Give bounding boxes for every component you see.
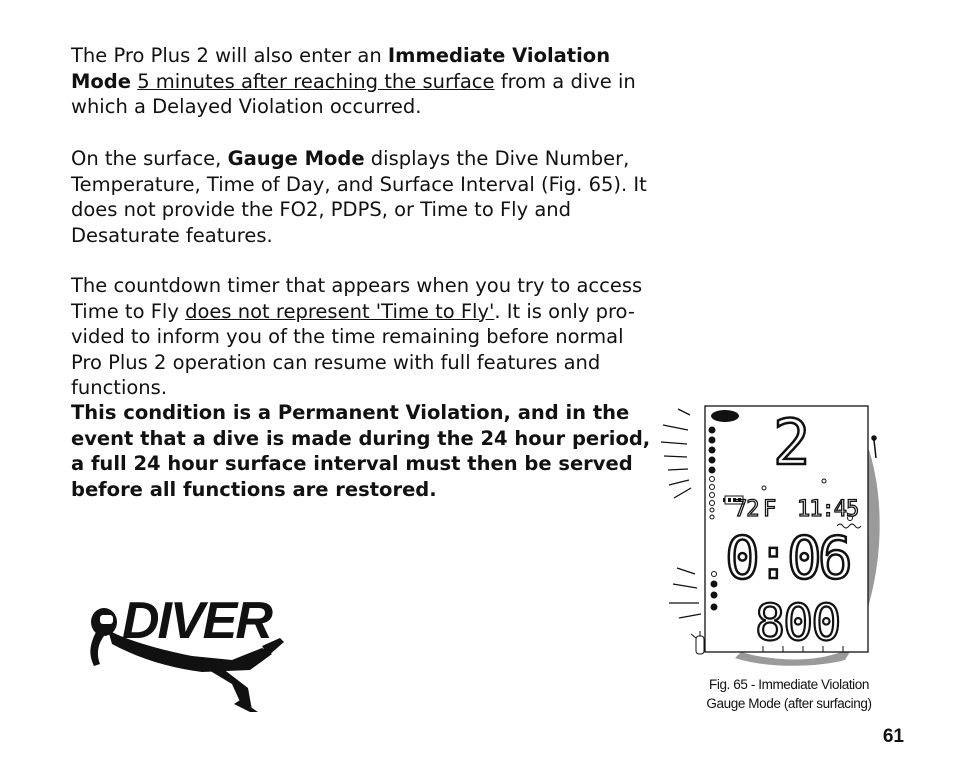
flash-lines-upper xyxy=(661,409,691,498)
text-run: displays the Dive Number, Temperature, Time of Day, and Surface Interval (Fig. 65). It does not provide the FO2, PDPS, or Time to Fly and Desaturate features. xyxy=(71,147,647,247)
text-run: The countdown timer that appears when you try to access Time to Fly xyxy=(71,274,643,323)
underlined-phrase: does not represent 'Time to Fly' xyxy=(185,299,495,323)
dive-number: 2 xyxy=(773,406,811,479)
diver-mini-icon xyxy=(872,436,876,458)
paragraph-countdown-timer xyxy=(71,273,651,401)
bold-term: Gauge Mode xyxy=(227,147,365,170)
page-number: 61 xyxy=(882,726,904,747)
temperature-unit: F xyxy=(763,497,777,522)
caption-line-2: Gauge Mode (after surfacing) xyxy=(706,696,872,711)
tank-icon xyxy=(691,631,704,654)
text-run: The Pro Plus 2 will also enter an xyxy=(71,44,388,67)
logo-text: DIVER xyxy=(122,592,271,650)
paragraph-immediate-violation xyxy=(71,43,651,120)
surface-interval: 0:06 xyxy=(725,524,849,592)
time-of-day: 11:45 xyxy=(797,497,859,522)
paragraph-permanent-violation xyxy=(71,400,651,502)
lower-value: 800 xyxy=(755,594,840,652)
text-run: . It is only pro-vided to inform you of the time remaining before normal Pro Plus 2 operation can resume with full features and functions. xyxy=(71,299,635,399)
flash-lines-lower xyxy=(669,568,701,618)
diver-logo xyxy=(82,588,307,713)
caption-line-1: Fig. 65 - Immediate Violation xyxy=(709,677,869,692)
underlined-phrase: 5 minutes after reaching the surface xyxy=(137,69,495,93)
paragraph-gauge-mode xyxy=(71,146,651,248)
text-run: On the surface, xyxy=(71,147,228,170)
bold-term: Immediate Violation Mode xyxy=(71,44,611,93)
lcd-display-figure xyxy=(655,400,885,672)
figure-caption xyxy=(684,675,894,713)
temperature-value: 72 xyxy=(734,497,759,522)
status-oval xyxy=(711,410,739,422)
text-run: This condition is a Permanent Violation, and in the event that a dive is made during the 24 hour period, a full 24 hour surface interval must then be served before all functions are restored. xyxy=(71,401,651,501)
text-run: from a dive in which a Delayed Violation occurred. xyxy=(71,69,636,118)
